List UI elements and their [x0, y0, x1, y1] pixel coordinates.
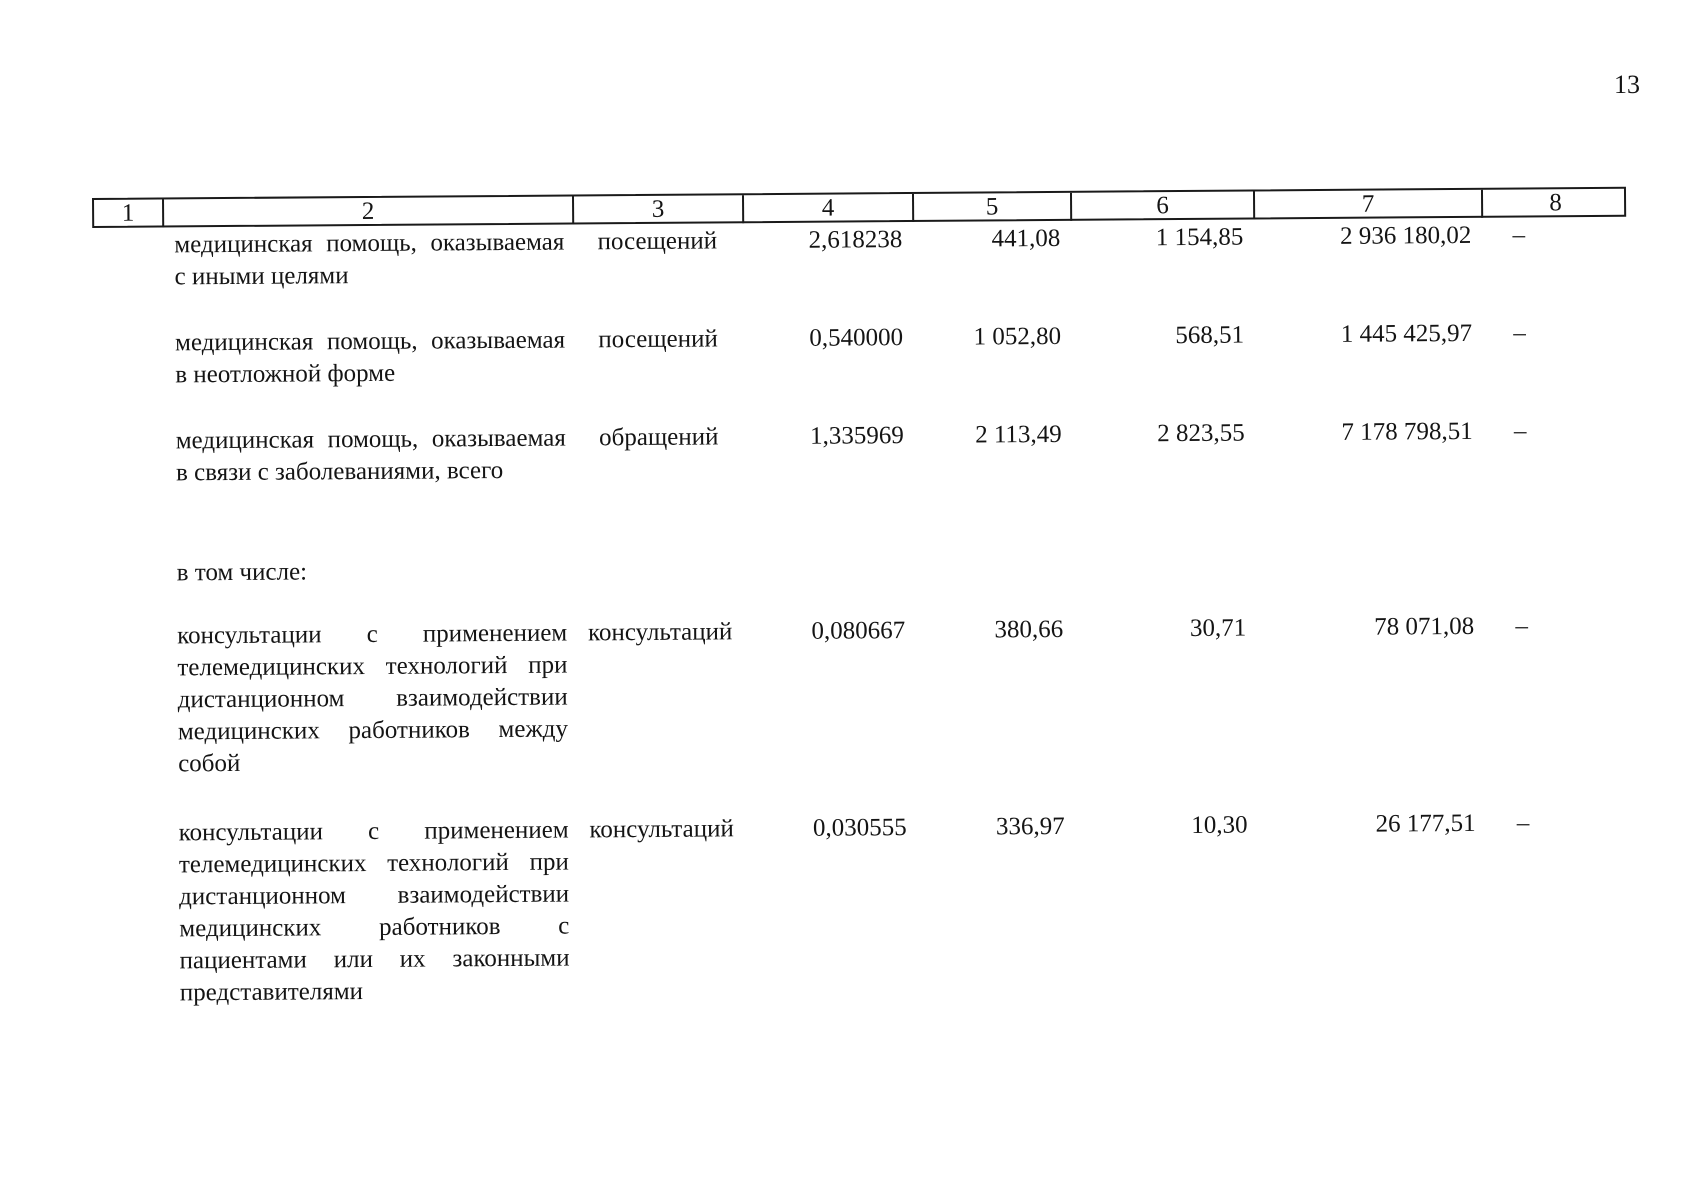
header-col-7: 7	[1255, 190, 1483, 220]
page-number: 13	[1614, 70, 1640, 99]
subheading-row	[95, 547, 1629, 590]
header-col-3: 3	[574, 195, 744, 224]
header-col-5: 5	[914, 193, 1072, 222]
row-col-6: 1 154,85	[1155, 223, 1244, 252]
row-name: медицинская помощь, оказываемая с иными целями	[174, 228, 565, 291]
table-row	[95, 610, 1630, 781]
row-name: консультации с применением телемедицинских технологий при дистанционном взаимодействии медицинских работников между собой	[177, 619, 569, 778]
row-col-7: 78 071,08	[1374, 612, 1475, 641]
row-name: консультации с применением телемедицинских технологий при дистанционном взаимодействии медицинских работников с пациентами или их законными представителями	[178, 816, 570, 1007]
row-col-6: 30,71	[1189, 614, 1247, 642]
header-col-8: 8	[1549, 189, 1562, 217]
header-col-2: 2	[164, 196, 574, 227]
header-col-1: 1	[94, 199, 164, 228]
row-col-6: 568,51	[1175, 321, 1245, 350]
row-name: медицинская помощь, оказываемая в связи с заболеваниями, всего	[175, 424, 566, 487]
row-col-7: 26 177,51	[1375, 809, 1476, 838]
row-unit: обращений	[599, 423, 719, 452]
row-col-8: –	[1513, 319, 1526, 347]
row-unit: консультаций	[587, 618, 733, 647]
row-unit: консультаций	[589, 815, 734, 844]
header-col-4: 4	[744, 194, 914, 223]
row-col-8: –	[1516, 809, 1530, 837]
row-col-6: 10,30	[1191, 811, 1248, 839]
row-col-5: 2 113,49	[975, 420, 1062, 449]
data-table	[92, 187, 1626, 1007]
row-col-5: 380,66	[994, 615, 1064, 644]
row-col-8: –	[1512, 221, 1526, 249]
table-row	[92, 219, 1626, 294]
row-name: медицинская помощь, оказываемая в неотложной форме	[174, 326, 566, 389]
row-col-8: –	[1515, 612, 1529, 640]
row-col-7: 2 936 180,02	[1339, 221, 1472, 250]
row-col-7: 7 178 798,51	[1341, 417, 1473, 446]
row-col-8: –	[1513, 417, 1527, 445]
row-col-5: 1 052,80	[973, 322, 1062, 351]
row-col-5: 336,97	[995, 812, 1065, 841]
row-col-4: 0,030555	[812, 814, 907, 842]
row-col-7: 1 445 425,97	[1340, 319, 1473, 348]
row-col-5: 441,08	[991, 224, 1061, 253]
header-col-6: 6	[1072, 191, 1255, 220]
row-col-4: 0,540000	[809, 324, 904, 352]
row-unit: посещений	[598, 325, 718, 354]
table-row	[94, 415, 1628, 490]
row-col-4: 1,335969	[809, 422, 904, 450]
row-unit: посещений	[597, 227, 718, 256]
table-row	[93, 317, 1627, 392]
row-col-6: 2 823,55	[1157, 419, 1245, 448]
row-col-4: 0,080667	[811, 617, 906, 645]
subheading: в том числе:	[176, 558, 308, 587]
row-col-4: 2,618238	[808, 226, 903, 254]
table-row	[97, 807, 1632, 1010]
